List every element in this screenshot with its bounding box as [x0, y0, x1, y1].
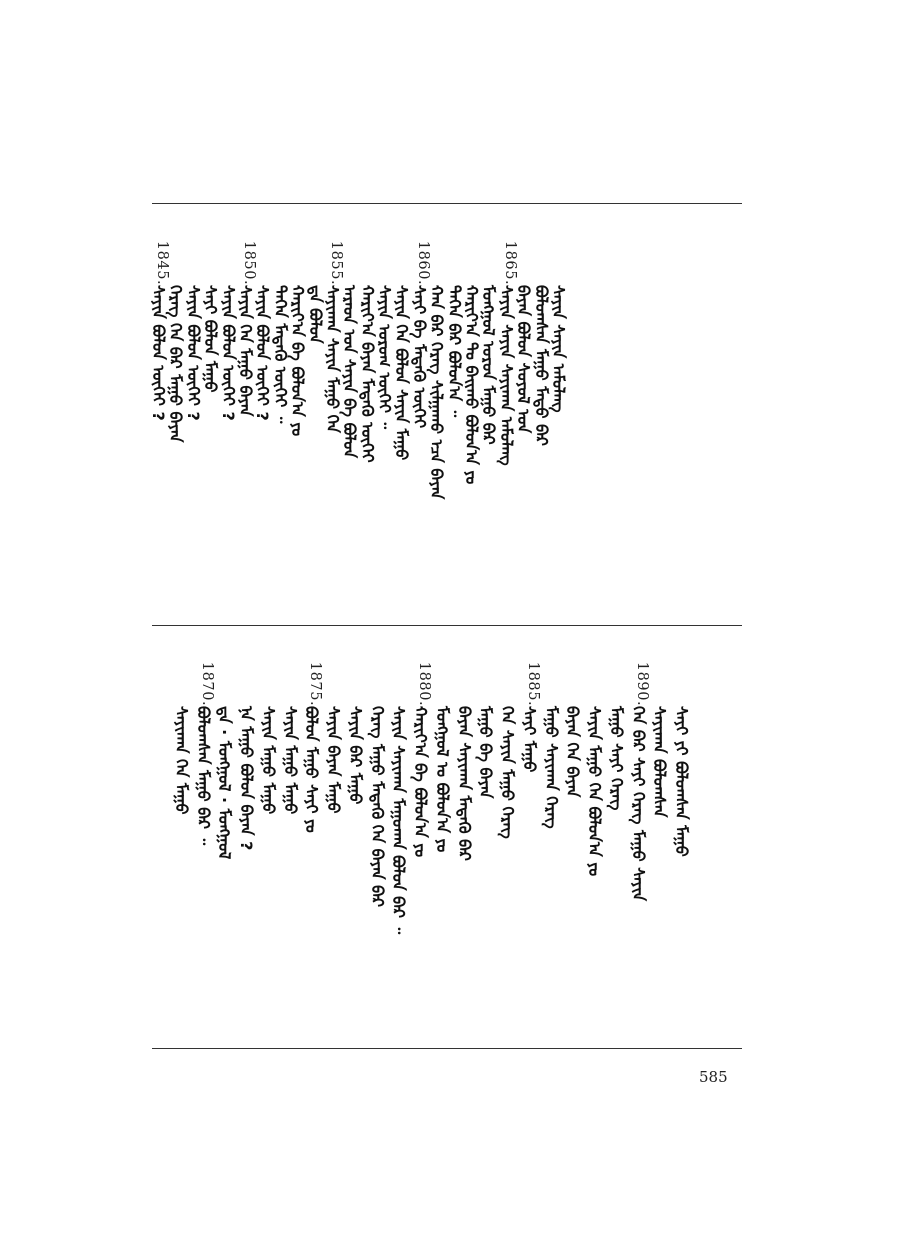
- line-number: [348, 664, 370, 704]
- verse-line: [519, 706, 544, 1039]
- line-number-text: 1870.: [198, 661, 215, 707]
- line-number-text: 1890.: [633, 661, 650, 707]
- line-number: [370, 664, 392, 704]
- verse-text: ᠮᠠᠭᠤ ᠪᠠ ᠪᠠᠶᠠᠨ: [476, 706, 496, 799]
- verse-text: ᠬᠠᠷᠢᠶ᠎ᠠ ᠪᠠ ᠪᠣᠯᠤᠨ᠎ᠠ ᠶᠤ: [411, 706, 431, 858]
- verse-text: ᠰᠠᠶᠢᠨ ᠰᠠᠶᠢᠨ ᠠᠮᠤᠯᠠᠩ: [549, 285, 568, 413]
- verse-line: [258, 706, 283, 1039]
- verse-text: ᠳᠠ · ᠮᠤᠩᠭᠤᠯ · ᠮᠤᠩᠭᠤᠯ: [215, 706, 235, 860]
- verse-text: ᠰᠠᠶᠢᠨ ᠪᠡᠷ ᠮᠠᠭᠤ: [345, 706, 365, 805]
- line-number-text: 1880.: [416, 661, 433, 707]
- line-number: [609, 664, 631, 704]
- verse-text: ᠰᠠᠶᠢᠨ ᠪᠣᠯᠤᠨ ᠦᠭᠡᠢ ?: [218, 285, 238, 421]
- verse-text: ᠮᠤᠩᠭᠤᠯ ᠣᠷᠣᠨ ᠮᠠᠭᠤ ᠪᠡᠷ: [479, 285, 499, 445]
- text-column: [326, 664, 348, 1039]
- line-number: [239, 664, 261, 704]
- verse-text: ᠪᠠᠶᠠᠨ ᠰᠠᠶᠢᠬᠠᠨ ᠮᠡᠳᠡᠬᠦ ᠪᠡᠷ: [454, 706, 474, 861]
- line-number: [174, 664, 196, 704]
- verse-text: ᠰᠠᠶᠢᠨ ᠪᠣᠯᠤᠨ ᠦᠭᠡᠢ ?: [183, 285, 203, 421]
- text-column: [345, 664, 370, 1039]
- page-number: 585: [699, 1068, 728, 1086]
- line-number: [196, 661, 218, 707]
- verse-text: ᠬᠡᠨ ᠰᠠᠶᠢᠨ ᠮᠠᠭᠤ ᠬᠡᠷᠡᠭ: [498, 706, 518, 839]
- line-number: [457, 664, 479, 704]
- verse-text: ᠬᠠᠷᠢᠶ᠎ᠠ ᠲᠤ ᠪᠠᠢᠬᠤ ᠪᠣᠯᠤᠨ᠎ᠠ ᠶᠤ: [462, 285, 482, 485]
- line-number-text: 1850.: [240, 240, 257, 286]
- line-number: [326, 664, 348, 704]
- line-number: [261, 664, 283, 704]
- line-number: [283, 664, 305, 704]
- line-number: [435, 664, 457, 704]
- verse-text: ᠰᠠᠶᠢᠨ ᠰᠠᠶᠢᠨ ᠰᠠᠶᠢᠬᠠᠨ ᠠᠮᠤᠯᠠᠩ: [496, 285, 516, 466]
- line-number: [478, 664, 500, 704]
- line-number: [565, 664, 587, 704]
- line-number-text: 1885.: [524, 661, 541, 707]
- verse-line: [432, 706, 457, 1039]
- verse-text: ᠰᠠᠶᠢᠬᠠᠨ ᠪᠣᠯᠤᠭᠰᠠᠨ: [650, 706, 670, 818]
- text-column: [149, 240, 173, 618]
- text-column: [432, 664, 457, 1039]
- line-number: [391, 664, 413, 704]
- text-column: [174, 664, 196, 1039]
- line-number: [652, 664, 674, 704]
- verse-line: [500, 706, 522, 1039]
- verse-text: ᠰᠠᠶᠢᠨ ᠮᠠᠭᠤ ᠮᠠᠭᠤ: [280, 706, 300, 815]
- verse-text: ᠮᠠᠭᠤ ᠰᠠᠶᠢ ᠬᠡᠷᠡᠭ: [606, 706, 626, 811]
- line-number: [413, 661, 435, 707]
- verse-text: ᠰᠠᠶᠢᠬᠠᠨ ᠬᠡᠨ ᠮᠠᠭᠤ: [172, 706, 191, 815]
- verse-line: [606, 706, 631, 1039]
- text-column: [587, 664, 609, 1039]
- line-number-text: 1860.: [414, 240, 431, 286]
- text-column: [606, 664, 631, 1039]
- verse-line: [193, 706, 218, 1039]
- verse-text: ᠪᠠᠶᠠᠨ ᠬᠡᠨ ᠪᠠᠶᠠᠨ: [563, 706, 583, 798]
- line-number-text: 1855.: [327, 240, 344, 286]
- line-number: [522, 661, 544, 707]
- verse-text: ᠰᠠᠶᠢᠬᠠᠨ ᠰᠠᠶᠢᠨ ᠮᠠᠭᠤ ᠬᠡᠨ: [322, 285, 342, 433]
- line-number-text: 1865.: [501, 240, 518, 286]
- verse-text: ᠰᠠᠶᠢᠨ ᠮᠠᠭᠤ ᠬᠡᠨ ᠪᠣᠯᠤᠨ᠎ᠠ ᠶᠤ: [585, 706, 605, 877]
- verse-line: [674, 706, 696, 1039]
- line-number-text: 1875.: [307, 661, 324, 707]
- verse-text: ᠬᠠᠷᠢᠶ᠎ᠠ ᠪᠠ ᠪᠣᠯᠤᠨ᠎ᠠ ᠶᠤ: [288, 285, 308, 437]
- line-number: [544, 664, 566, 704]
- verse-text: ᠰᠠᠶᠢᠨ ᠪᠣᠯᠤᠨ ᠦᠭᠡᠢ ?: [149, 285, 168, 421]
- verse-text: ᠬᠡᠷᠡᠭ ᠬᠡᠨ ᠪᠡᠷ ᠮᠠᠭᠤ ᠪᠠᠶᠠᠨ: [166, 285, 186, 443]
- verse-line: [345, 706, 370, 1039]
- verse-text: ᠰᠠᠶᠢ ᠪᠣᠯᠤᠨ ᠮᠠᠭᠤ: [201, 285, 221, 393]
- text-column: [411, 661, 435, 1039]
- top-rule: [152, 203, 742, 204]
- verse-text: ᠪᠠᠶᠠᠨ ᠪᠣᠯᠤᠨ ᠰᠣᠶᠤᠯ ᠤᠨ: [514, 285, 534, 434]
- verse-text: ᠮᠤᠩᠭᠤᠯ ᠣ ᠪᠣᠯᠤᠨ᠎ᠠ ᠶᠤ: [432, 706, 452, 853]
- text-column: [674, 664, 696, 1039]
- verse-text: ᠲᠡᠭᠡᠨ ᠮᠡᠳᠡᠬᠦ ᠦᠭᠡᠢ ᠃: [270, 285, 290, 424]
- text-column: [193, 661, 218, 1039]
- verse-text: ᠬᠠᠷᠢᠶ᠎ᠠ ᠪᠠᠶᠠᠨ ᠮᠡᠳᠡᠬᠦ ᠦᠭᠡᠢ: [357, 285, 377, 463]
- verse-text: ᠪᠣᠯᠤᠨ ᠮᠠᠭᠤ ᠰᠠᠶᠢ ᠶᠤ: [302, 706, 322, 833]
- bottom-rule: [152, 1048, 742, 1049]
- verse-text: ᠰᠠᠶᠢᠨ ᠤᠷᠤᠭ ᠦᠭᠡᠢ ᠃: [375, 285, 395, 430]
- verse-text: ᠬᠠᠨ ᠪᠠᠷ ᠬᠡᠷᠡᠭ ᠰᠢᠯᠭᠠᠬᠤ ᠡᠴᠡ ᠪᠠᠶᠠᠨ: [427, 285, 447, 500]
- verse-line: [413, 706, 435, 1039]
- text-column: [258, 664, 283, 1039]
- verse-line: [151, 285, 173, 618]
- verse-text: ᠬᠡᠷᠡᠭ ᠮᠠᠭᠤ ᠮᠡᠳᠡᠬᠦ ᠬᠡᠨ ᠪᠠᠶᠠᠨ ᠪᠡᠷ: [367, 706, 387, 907]
- middle-rule: [152, 625, 742, 626]
- verse-line: [174, 706, 196, 1039]
- verse-text: ᠰᠠᠶᠢᠨ ᠬᠡᠨ ᠪᠣᠯᠤᠨ ᠰᠠᠶᠢᠨ ᠮᠠᠭᠤ: [392, 285, 412, 461]
- verse-text: ᠰᠠᠶᠢᠨ ᠪᠠᠶᠠᠨ ᠮᠠᠭᠤ: [324, 706, 344, 814]
- line-number: [587, 664, 609, 704]
- text-column: [500, 664, 522, 1039]
- line-number: [217, 664, 239, 704]
- text-column: [239, 664, 261, 1039]
- verse-text: ᠰᠠᠶᠢᠨ ᠮᠠᠭᠤ ᠮᠠᠭᠤ: [258, 706, 278, 815]
- verse-text: ᠠᠷᠠᠳ ᠤᠨ ᠰᠠᠶᠢᠨ ᠪᠠ ᠪᠣᠯᠤᠨ: [340, 285, 360, 459]
- verse-line: [326, 706, 348, 1039]
- line-number: [500, 664, 522, 704]
- line-number: [304, 661, 326, 707]
- verse-text: ᠲᠡᠭᠡᠨ ᠪᠡᠷ ᠪᠣᠯᠤᠨ᠎ᠠ ᠃: [444, 285, 464, 418]
- line-number: [151, 240, 173, 286]
- verse-text: ᠰᠠᠶᠢᠨ ᠪᠣᠯᠤᠨ ᠦᠭᠡᠢ ?: [253, 285, 273, 421]
- verse-text: ᠰᠠᠶᠢ ᠶᠢ ᠪᠣᠯᠤᠭᠰᠠᠨ ᠮᠠᠭᠤ: [672, 706, 691, 857]
- verse-text: ᠬᠡᠨ ᠪᠡᠷ ᠰᠠᠶᠢ ᠬᠡᠷᠡᠭ ᠮᠠᠭᠤ ᠰᠠᠶᠢᠨ: [628, 706, 648, 902]
- verse-text: ᠰᠠᠶᠢ ᠪᠠ ᠮᠡᠳᠡᠬᠦ ᠦᠭᠡᠢ: [409, 285, 429, 429]
- verse-text: ᠪᠣᠯᠤᠭᠰᠠᠨ ᠮᠠᠭᠤ ᠪᠡᠷ ᠃: [193, 706, 213, 846]
- line-number-text: 1845.: [154, 240, 170, 286]
- verse-text: ᠳᠠ ᠪᠣᠯᠤᠨ: [305, 285, 325, 344]
- verse-text: ᠨᠡ ᠮᠠᠭᠤ ᠪᠣᠯᠤᠨ ᠪᠠᠶᠠᠨ ?: [237, 706, 257, 851]
- line-number: [674, 664, 696, 704]
- verse-text: ᠰᠠᠶᠢᠨ ᠰᠠᠶᠢᠬᠠᠨ ᠮᠠᠭᠤᠬᠠᠨ ᠪᠣᠯᠤᠨ ᠪᠡᠷ ᠃: [389, 706, 409, 935]
- verse-line: [239, 706, 261, 1039]
- verse-line: [587, 706, 609, 1039]
- verse-text: ᠰᠠᠶᠢᠨ ᠬᠡᠨ ᠮᠠᠭᠤ ᠪᠠᠶᠠᠨ: [235, 285, 255, 417]
- text-column: [519, 661, 544, 1039]
- verse-text: ᠮᠠᠭᠤ ᠰᠠᠶᠢᠬᠠᠨ ᠬᠡᠷᠡᠭ: [541, 706, 561, 829]
- verse-text: ᠪᠣᠯᠤᠭᠰᠠᠨ ᠮᠠᠭᠤ ᠮᠠᠲᠤ ᠪᠡᠷ: [531, 285, 551, 446]
- verse-text: ᠰᠠᠶᠢ ᠮᠠᠭᠤ: [519, 706, 539, 773]
- line-number: [631, 661, 653, 707]
